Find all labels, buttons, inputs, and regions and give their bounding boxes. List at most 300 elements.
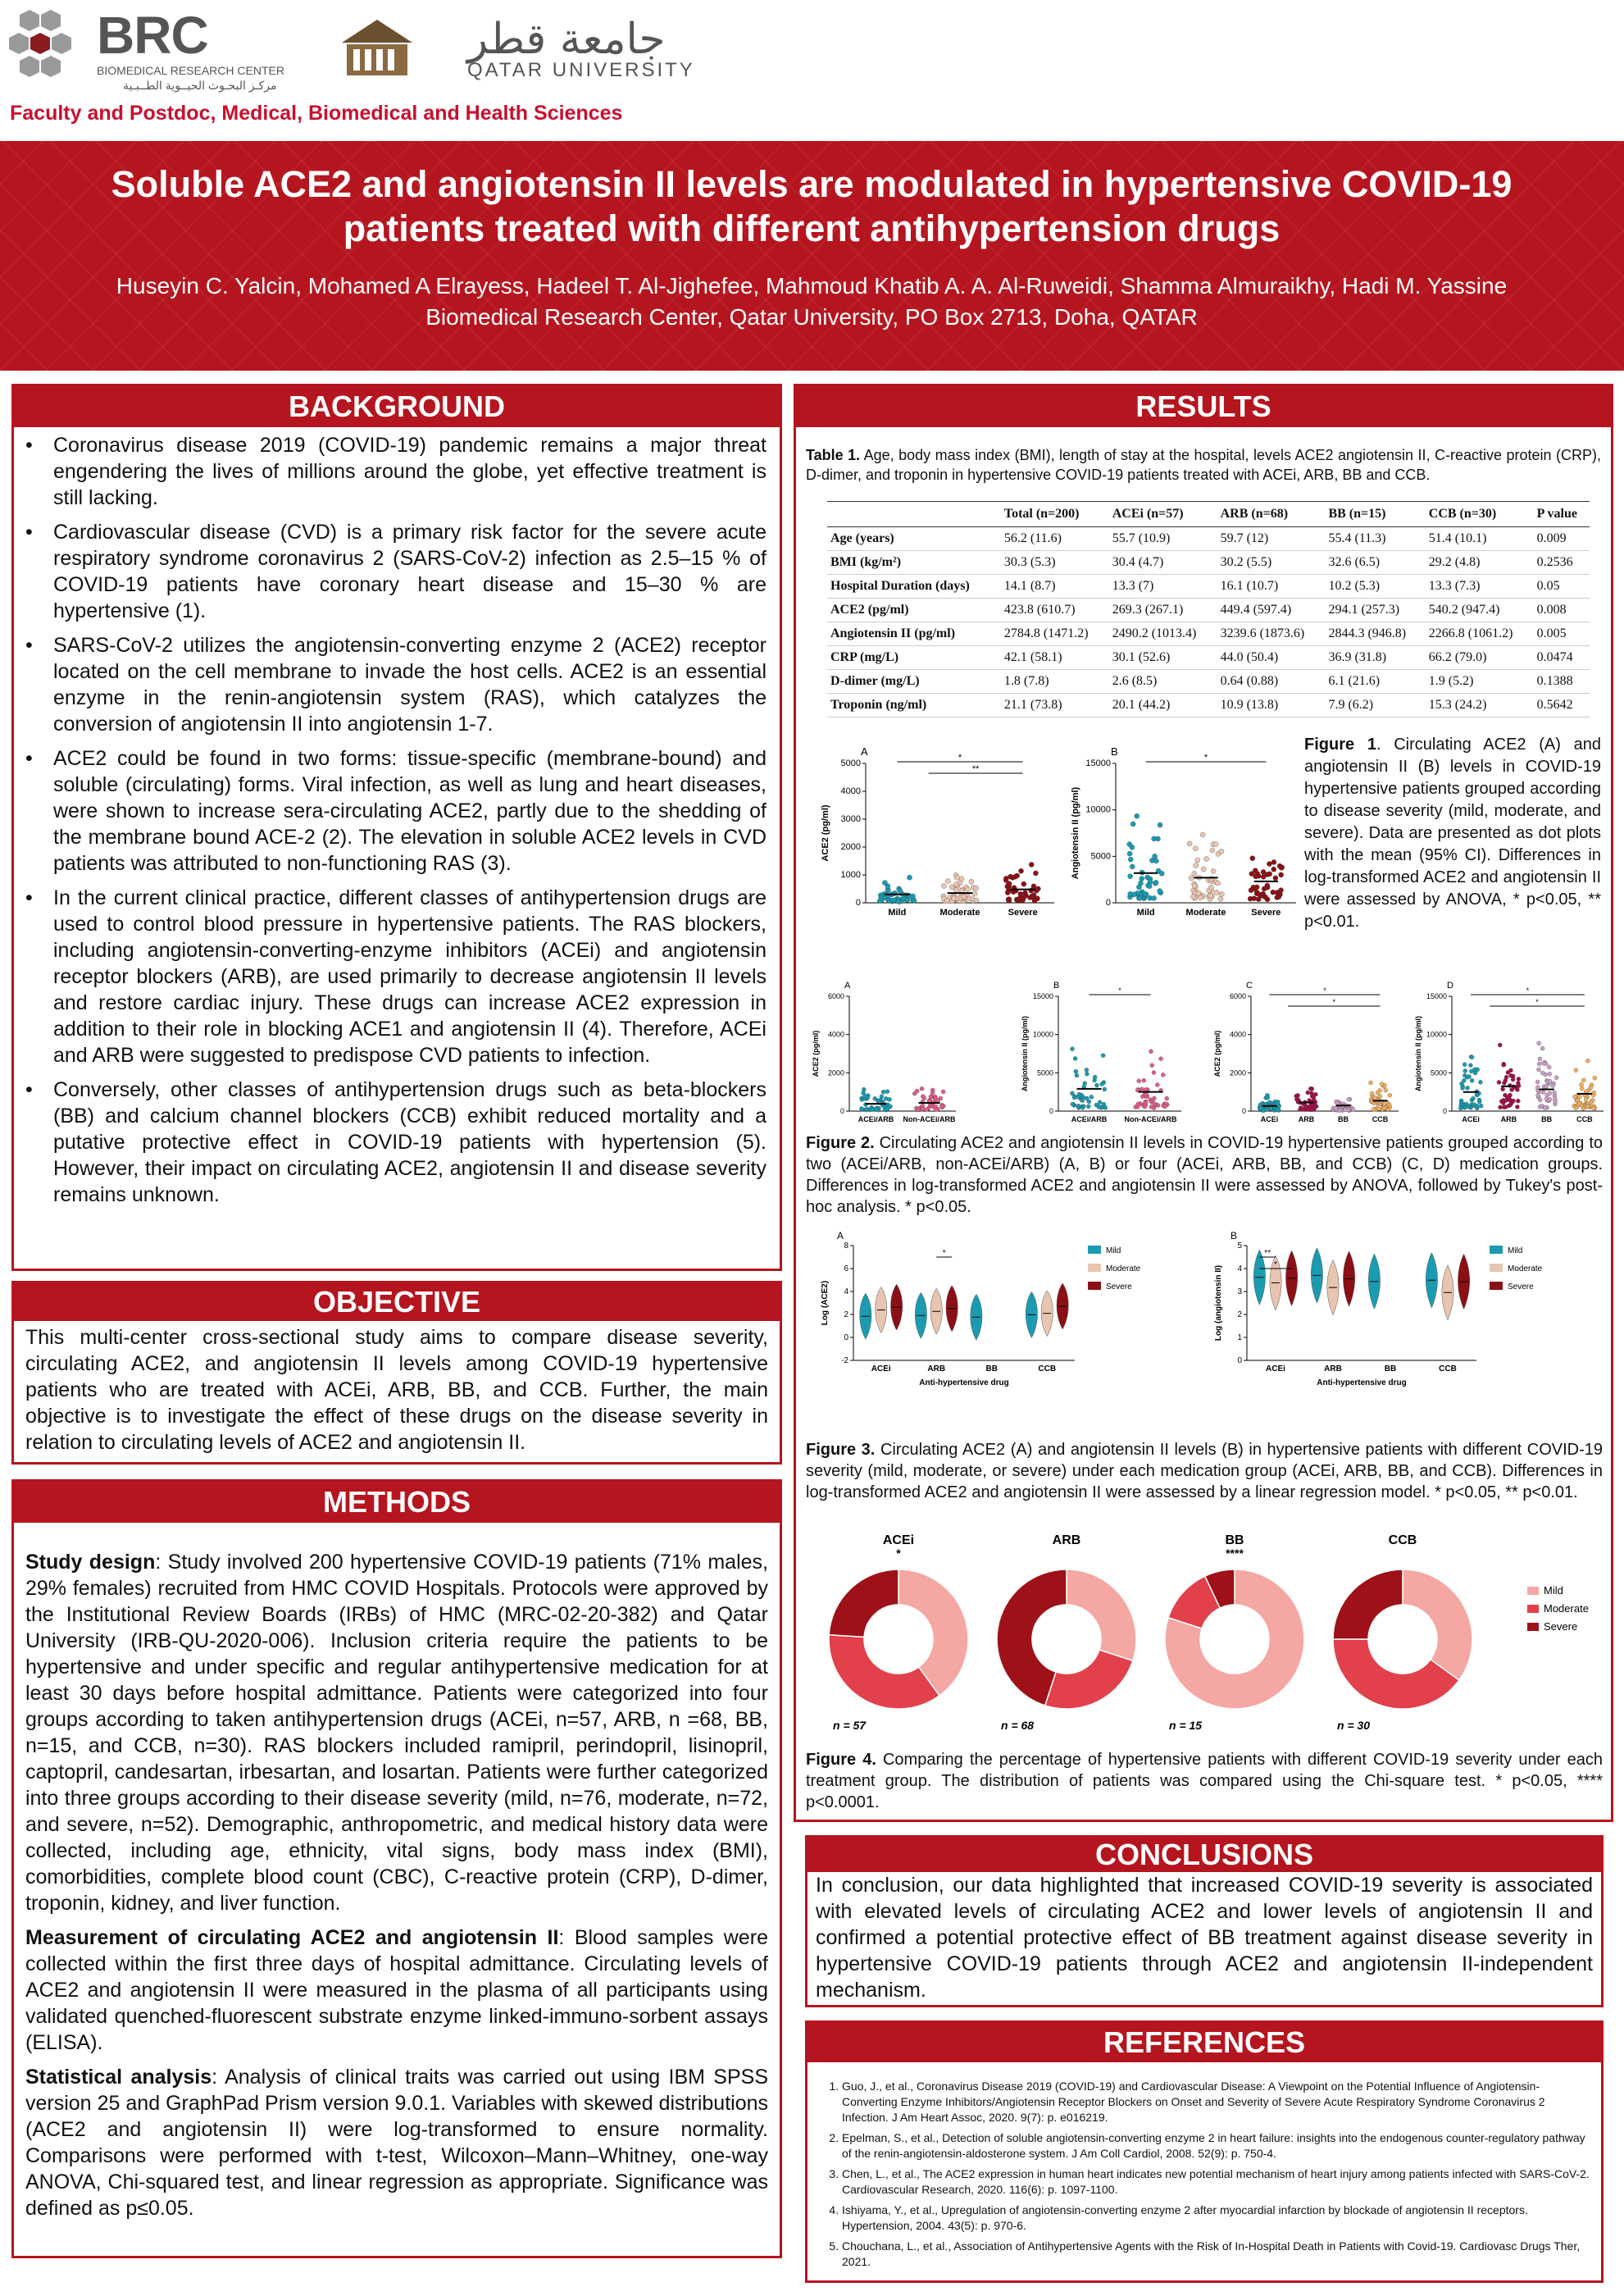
y-tick-label: 0 (1105, 898, 1111, 908)
table1-cell: Troponin (ng/ml) (827, 694, 1001, 718)
data-point (859, 1106, 863, 1110)
table1-cell: 0.64 (0.88) (1217, 670, 1326, 694)
data-point (1592, 1106, 1596, 1110)
table1-header: Total (n=200) (1001, 502, 1109, 527)
y-axis-label: Log (ACE2) (821, 1280, 830, 1326)
pie-significance: * (896, 1547, 901, 1560)
y-tick-label: 8 (844, 1241, 848, 1250)
data-point (1130, 864, 1135, 869)
references-panel (805, 2020, 1604, 2283)
data-point (1262, 895, 1267, 900)
pie-slice (1333, 1569, 1403, 1639)
data-point (1581, 1078, 1585, 1082)
data-point (1029, 862, 1034, 867)
data-point (1131, 892, 1136, 897)
data-point (1021, 882, 1026, 886)
table1 (827, 501, 1590, 718)
data-point (1351, 1108, 1355, 1112)
data-point (1262, 1108, 1266, 1112)
data-point (1463, 1063, 1467, 1067)
table1-cell: 59.7 (12) (1217, 527, 1326, 551)
data-point (896, 899, 901, 904)
data-point (1152, 1071, 1156, 1075)
figure2-caption: Figure 2. Circulating ACE2 and angiotensin II levels in COVID-19 hypertensive patients grouped according to two (ACEi/ARB, non-ACEi/ARB) (A, B) or four (ACEi, ARB, BB, and CCB) (C, D) medication groups. Differences in log-transformed ACE2 and angiotensin II were assessed by ANOVA, followed by Tukey's post-hoc analysis. * p<0.05. (806, 1134, 1603, 1216)
background-bullet: • ACE2 could be found in two forms: tissue-specific (membrane-bound) and soluble (circulating) forms. Viral infection, as well as lung and heart diseases, were shown to increase sera-circulating ACE2, partly due to the shedding of the membrane bound ACE-2 (2). The elevation in soluble ACE2 levels in CVD patients was attributed to non-functioning RAS (3). (14, 745, 767, 877)
table1-cell: 449.4 (597.4) (1217, 599, 1326, 622)
data-point (1577, 1095, 1581, 1099)
data-point (916, 1107, 920, 1111)
y-axis-label: Angiotensin II (pg/ml) (1414, 1016, 1423, 1091)
table1-cell: 2.6 (8.5) (1109, 670, 1217, 694)
legend-swatch (1527, 1587, 1539, 1595)
y-tick-label: 3000 (840, 814, 861, 824)
data-point (1584, 1097, 1588, 1101)
data-point (1070, 1047, 1074, 1051)
table1-row (827, 694, 1590, 718)
data-point (1128, 857, 1133, 862)
data-point (1204, 856, 1209, 861)
table1-cell: 56.2 (11.6) (1001, 527, 1109, 551)
data-point (885, 1090, 889, 1094)
data-point (1201, 867, 1206, 872)
data-point (882, 881, 887, 886)
data-point (1273, 876, 1278, 881)
data-point (882, 1105, 886, 1109)
legend-label: Severe (1544, 1620, 1578, 1633)
x-tick-label: ARB (1324, 1364, 1342, 1374)
data-point (1097, 1105, 1101, 1109)
data-point (1152, 1096, 1156, 1100)
data-point (1150, 1064, 1154, 1068)
y-tick-label: 2000 (840, 842, 861, 852)
data-point (1503, 1099, 1508, 1103)
data-point (1276, 891, 1281, 895)
table1-cell: 29.2 (4.8) (1426, 551, 1534, 575)
x-tick-label: CCB (1439, 1364, 1457, 1374)
table1-cell: 55.7 (10.9) (1109, 527, 1217, 551)
data-point (945, 878, 950, 883)
table1-row (827, 575, 1590, 599)
references-list (807, 2062, 1601, 2270)
data-point (1138, 881, 1143, 886)
significance-marker: * (1332, 998, 1336, 1006)
table1-cell: 30.4 (4.7) (1109, 551, 1217, 575)
data-point (944, 898, 949, 903)
data-point (1153, 1101, 1157, 1105)
data-point (939, 1096, 943, 1100)
table1-caption: Table 1. Age, body mass index (BMI), length of stay at the hospital, levels ACE2 angiotensin II, C-reactive protein (CRP), D-dimer, and troponin in hypertensive COVID-19 patients treated with ACEi, ARB, BB and CCB. (806, 447, 1601, 483)
x-tick-label: ACEi (1462, 1115, 1480, 1123)
table1-cell: 55.4 (11.3) (1325, 527, 1425, 551)
table1-cell: 13.3 (7) (1109, 575, 1217, 599)
data-point (922, 1096, 926, 1100)
table1-cell: 0.05 (1534, 575, 1590, 599)
data-point (1268, 1107, 1272, 1111)
data-point (885, 1107, 889, 1111)
x-tick-label: ACEi (1266, 1364, 1285, 1374)
authors: Huseyin C. Yalcin, Mohamed A Elrayess, Hadeel T. Al-Jighefee, Mahmoud Khatib A. A. Al-Ruweidi, Shamma Almuraikhy, Hadi M. Yassine (116, 273, 1508, 298)
x-tick-label: Severe (1251, 908, 1281, 918)
brc-name: BRC (97, 6, 208, 65)
data-point (925, 1108, 929, 1112)
table1-cell: CRP (mg/L) (827, 646, 1001, 670)
table1-cell: 2490.2 (1013.4) (1109, 622, 1217, 646)
x-tick-label: Moderate (1185, 908, 1226, 918)
background-bullet: • Coronavirus disease 2019 (COVID-19) pandemic remains a major threat engendering the lives of millions around the globe, yet effective treatment is still lacking. (14, 432, 767, 511)
data-point (1127, 841, 1132, 846)
data-point (941, 1090, 945, 1094)
data-point (1589, 1086, 1593, 1090)
x-axis-label: Anti-hypertensive drug (919, 1378, 1009, 1387)
data-point (1075, 1073, 1079, 1077)
qu-english-name: QATAR UNIVERSITY (467, 59, 695, 81)
data-point (1137, 895, 1142, 900)
data-point (1466, 1086, 1470, 1090)
pie-title: ARB (1052, 1534, 1081, 1547)
data-point (1388, 1093, 1392, 1097)
data-point (1384, 1088, 1388, 1092)
data-point (1211, 868, 1216, 873)
data-point (1193, 846, 1198, 851)
data-point (1540, 1046, 1544, 1050)
data-point (1140, 1087, 1144, 1091)
legend-label: Mild (1106, 1246, 1121, 1255)
data-point (1102, 1102, 1106, 1106)
data-point (1577, 1101, 1581, 1105)
data-point (1195, 858, 1200, 863)
significance-marker: * (942, 1249, 946, 1258)
data-point (1149, 1050, 1153, 1054)
data-point (1149, 1105, 1153, 1109)
table1-cell: 6.1 (21.6) (1325, 670, 1425, 694)
data-point (1076, 1095, 1080, 1099)
table1-cell: 16.1 (10.7) (1217, 575, 1326, 599)
table1-cell: 10.2 (5.3) (1325, 575, 1425, 599)
reference-item: 4. Ishiyama, Y., et al., Upregulation of angiotensin-converting enzyme 2 after myocardial infarction by blockade of angiotensin II receptors. Hypertension, 2004. 43(5): p. 970-6. (842, 2203, 1590, 2234)
x-tick-label: ACEi (1260, 1115, 1279, 1123)
figure1-chart (804, 739, 1312, 944)
table1-cell: 0.009 (1534, 527, 1590, 551)
pie-significance: **** (1226, 1547, 1244, 1560)
data-point (1544, 1085, 1549, 1089)
y-tick-label: 4 (844, 1287, 848, 1296)
y-axis-label: ACE2 (pg/ml) (820, 804, 830, 862)
background-bullet: • In the current clinical practice, different classes of antihypertension drugs are used to control blood pressure in hypertensive patients. The RAS blockers, including angiotensin-converting-enzyme inhibitors (ACEi) and angiotensin receptor blockers (ARB), are used primarily to decrease angiotensin II levels and restore cardiac injury. These drugs can increase ACE2 expression in addition to their role in blocking ACE1 and angiotensin II (4). Therefore, ACEi and ARB were suggested to predispose CVD patients to infection. (14, 885, 767, 1068)
legend-swatch (1527, 1605, 1539, 1613)
conclusions-text: In conclusion, our data highlighted that increased COVID-19 severity is associated with elevated levels of circulating ACE2 and lower levels of angiotensin II and confirmed a potential protective effect of BB treatment against disease severity in hypertensive COVID-19 patients through ACE2 and angiotensin II-independent mechanism. (816, 1874, 1593, 2002)
data-point (1076, 1104, 1080, 1108)
table1-cell: Age (years) (827, 527, 1001, 551)
references-heading: REFERENCES (807, 2023, 1601, 2062)
background-panel (11, 384, 782, 1271)
data-point (1071, 1102, 1075, 1106)
data-point (1213, 841, 1218, 846)
x-tick-label: CCB (1576, 1115, 1593, 1123)
figure3-caption: Figure 3. Circulating ACE2 (A) and angiotensin II levels (B) in hypertensive patients with different COVID-19 severity (mild, moderate, or severe) under each medication group (ACEi, ARB, BB, and CCB). Differences in log-transformed ACE2 and angiotensin II were assessed by a linear regression model. * p<0.05, ** p<0.01. (806, 1441, 1603, 1501)
brc-subtitle: BIOMEDICAL RESEARCH CENTER (97, 64, 284, 77)
data-point (1218, 896, 1223, 901)
data-point (1470, 1055, 1474, 1059)
data-point (891, 898, 896, 903)
panel-letter: B (1111, 745, 1118, 758)
y-tick-label: 1000 (840, 870, 861, 880)
data-point (1504, 1075, 1508, 1079)
data-point (1089, 1095, 1094, 1099)
panel-letter: C (1246, 981, 1253, 991)
data-point (1347, 1097, 1351, 1101)
data-point (1098, 1100, 1102, 1105)
data-point (974, 886, 979, 891)
data-point (1194, 863, 1199, 868)
data-point (1265, 885, 1270, 890)
data-point (1137, 1079, 1141, 1083)
table1-header: CCB (n=30) (1426, 502, 1534, 527)
legend-label: Severe (1106, 1282, 1132, 1292)
statistics-paragraph: Statistical analysis: Analysis of clinical traits was carried out using IBM SPSS version 25 and GraphPad Prism version 9.0.1. Variables with skewed distributions (ACE2 and angiotensin II) were log-transformed to ensure normality. Comparisons were performed with t-test, Wilcoxon–Mann–Whitney, one-way ANOVA, Chi-squared test, and linear regression as appropriate. Significance was defined as p≤0.05. (25, 2066, 769, 2220)
y-tick-label: 5000 (1430, 1068, 1447, 1077)
data-point (1187, 841, 1192, 846)
table1-cell: 32.6 (6.5) (1325, 551, 1425, 575)
data-point (1511, 1074, 1515, 1078)
significance-marker: ** (971, 764, 980, 774)
table1-row (827, 551, 1590, 575)
data-point (1015, 873, 1020, 878)
significance-marker: * (1526, 986, 1530, 995)
data-point (1152, 836, 1157, 841)
x-tick-label: ARB (1500, 1115, 1517, 1123)
x-tick-label: Mild (1136, 908, 1155, 918)
data-point (953, 887, 958, 892)
table1-cell: 30.3 (5.3) (1001, 551, 1109, 575)
data-point (1093, 1075, 1097, 1079)
table1-cell: 36.9 (31.8) (1325, 646, 1425, 670)
data-point (1017, 896, 1021, 901)
data-point (1310, 1086, 1314, 1091)
significance-marker: * (958, 753, 962, 763)
data-point (1344, 1108, 1348, 1112)
poster-title: Soluble ACE2 and angiotensin II levels are modulated in hypertensive COVID-19 patients treated with different antihypertension drugs (111, 163, 1513, 249)
reference-item: 1. Guo, J., et al., Coronavirus Disease 2019 (COVID-19) and Cardiovascular Disease: A Viewpoint on the Potential Influence of Angiotensin-Converting Enzyme Inhibitors/Angiotensin Receptor Blockers on Onset and Severity of Severe Acute Respiratory Syndrome Coronavirus 2 Infection. J Am Heart Assoc, 2020. 9(7): p. e016219. (842, 2079, 1590, 2125)
data-point (877, 899, 882, 904)
table1-cell: 423.8 (610.7) (1001, 599, 1109, 622)
y-tick-label: 15000 (1085, 758, 1111, 768)
table1-cell: 42.1 (58.1) (1001, 646, 1109, 670)
data-point (1271, 859, 1276, 864)
y-tick-label: 15000 (1426, 992, 1447, 1000)
data-point (954, 882, 959, 886)
data-point (1387, 1103, 1391, 1107)
data-point (1190, 895, 1195, 900)
x-tick-label: BB (985, 1364, 998, 1374)
data-point (1499, 1105, 1503, 1109)
table1-cell: 540.2 (947.4) (1426, 599, 1534, 622)
background-heading: BACKGROUND (14, 386, 780, 427)
y-tick-label: 4000 (1229, 1030, 1246, 1039)
data-point (934, 1108, 938, 1112)
data-point (1070, 1091, 1074, 1096)
data-point (1136, 1102, 1140, 1106)
data-point (1250, 856, 1255, 861)
background-list (14, 427, 780, 1208)
data-point (1580, 1086, 1584, 1091)
data-point (1477, 1100, 1481, 1104)
data-point (1135, 813, 1140, 818)
figure2-chart (804, 980, 1608, 1136)
x-tick-label: ARB (1298, 1115, 1315, 1123)
data-point (1517, 1077, 1521, 1081)
y-tick-label: 0 (839, 1107, 844, 1115)
data-point (1192, 871, 1197, 876)
data-point (939, 1105, 944, 1109)
data-point (965, 886, 970, 891)
table1-cell: 3239.6 (1873.6) (1217, 622, 1326, 646)
data-point (921, 1107, 925, 1111)
table1-cell: Hospital Duration (days) (827, 575, 1001, 599)
data-point (1574, 1106, 1578, 1110)
data-point (1553, 1091, 1557, 1095)
data-point (1127, 851, 1132, 856)
y-tick-label: 0 (1237, 1356, 1242, 1365)
data-point (1376, 1091, 1380, 1095)
data-point (1192, 883, 1197, 888)
data-point (1143, 891, 1148, 896)
x-tick-label: Mild (888, 908, 907, 918)
y-tick-label: 6000 (1229, 992, 1246, 1000)
y-tick-label: 2 (1237, 1310, 1242, 1319)
data-point (1334, 1106, 1338, 1110)
x-tick-label: BB (1541, 1115, 1553, 1123)
pie-slice (829, 1635, 939, 1709)
data-point (1551, 1083, 1555, 1087)
data-point (1548, 1072, 1552, 1076)
x-tick-label: ACEi (871, 1364, 891, 1374)
data-point (1541, 1090, 1545, 1094)
data-point (1589, 1100, 1593, 1105)
data-point (951, 895, 956, 900)
data-point (1210, 848, 1215, 853)
table1-header: P value (1534, 502, 1590, 527)
background-bullet: • SARS-CoV-2 utilizes the angiotensin-converting enzyme 2 (ACE2) receptor located on the cell membrane to invade the host cells. ACE2 is an essential enzyme in the renin-angiotensin system (RAS), which catalyzes the conversion of angiotensin II into angiotensin 1-7. (14, 632, 767, 737)
figure4-caption: Figure 4. Comparing the percentage of hypertensive patients with different COVID-19 severity under each treatment group. The distribution of patients was compared using the Chi-square test. * p<0.05, **** p<0.0001. (806, 1751, 1603, 1811)
data-point (1461, 1086, 1465, 1090)
data-point (1219, 891, 1224, 896)
data-point (1208, 893, 1213, 898)
table1-header: ARB (n=68) (1217, 502, 1326, 527)
data-point (1085, 1068, 1089, 1072)
table1-cell: BMI (kg/m²) (827, 551, 1001, 575)
panel-letter: A (861, 745, 868, 758)
data-point (898, 888, 903, 893)
data-point (1574, 1068, 1578, 1073)
data-point (1161, 1073, 1165, 1077)
data-point (1508, 1068, 1513, 1073)
data-point (1468, 1064, 1472, 1068)
data-point (1130, 822, 1135, 827)
data-point (1087, 1100, 1091, 1104)
table1-cell: 30.2 (5.5) (1217, 551, 1326, 575)
data-point (1535, 1080, 1540, 1084)
data-point (954, 875, 959, 880)
data-point (1143, 1105, 1147, 1109)
measurement-paragraph: Measurement of circulating ACE2 and angiotensin II: Blood samples were collected within the first three days of hospital admittance. Circulating levels of ACE2 and angiotensin II were measured in the plasma of all participants using validated quenched-fluorescent substrate enzyme linked-immuno-sorbent assays (ELISA). (25, 1926, 768, 2054)
objective-panel (11, 1281, 782, 1465)
data-point (1585, 1059, 1590, 1063)
qatar-university-emblem-icon (340, 18, 414, 77)
y-tick-label: 5000 (840, 758, 861, 768)
table1-cell: 269.3 (267.1) (1109, 599, 1217, 622)
x-tick-label: CCB (1038, 1364, 1057, 1374)
data-point (1553, 1097, 1557, 1101)
data-point (1467, 1105, 1471, 1109)
y-tick-label: 15000 (1032, 992, 1053, 1000)
data-point (1378, 1094, 1382, 1098)
table1-cell: 51.4 (10.1) (1426, 527, 1534, 551)
qu-arabic-name: جامعة قطر (467, 15, 666, 64)
data-point (1508, 1103, 1513, 1107)
figure1-caption: Figure 1. Circulating ACE2 (A) and angiotensin II (B) levels in COVID-19 hypertensive patients grouped according to disease severity (mild, moderate, and severe). Data are presented as dot plots with the mean (95% CI). Differences in log-transformed ACE2 and angiotensin II were assessed by ANOVA, * p<0.05, ** p<0.01. (1304, 736, 1602, 931)
x-tick-label: Non-ACEi/ARB (903, 1115, 956, 1123)
data-point (1271, 867, 1276, 872)
table1-header: BB (n=15) (1325, 502, 1425, 527)
data-point (881, 1090, 885, 1094)
pie-slice (1403, 1569, 1472, 1680)
data-point (1159, 871, 1164, 876)
data-point (1538, 1057, 1542, 1061)
results-heading: RESULTS (796, 386, 1611, 427)
y-tick-label: 10000 (1032, 1030, 1053, 1039)
table1-cell: 20.1 (44.2) (1109, 694, 1217, 718)
legend-label: Mild (1508, 1246, 1523, 1255)
objective-heading: OBJECTIVE (14, 1283, 780, 1321)
data-point (1266, 1096, 1270, 1100)
data-point (1200, 832, 1205, 837)
results-panel (794, 384, 1613, 1822)
data-point (1471, 1096, 1475, 1100)
y-tick-label: -2 (841, 1356, 848, 1365)
data-point (1252, 896, 1257, 901)
data-point (949, 885, 954, 890)
significance-marker: * (1203, 753, 1208, 763)
data-point (1279, 865, 1284, 870)
pie-title: ACEi (882, 1534, 915, 1547)
data-point (1516, 1099, 1520, 1103)
data-point (1032, 898, 1037, 903)
y-axis-label: ACE2 (pg/ml) (1213, 1030, 1222, 1077)
data-point (1537, 1062, 1541, 1066)
table1-cell: 0.1388 (1534, 670, 1590, 694)
data-point (1101, 1054, 1105, 1058)
panel-letter: D (1447, 981, 1453, 991)
y-tick-label: 2000 (827, 1068, 844, 1077)
y-tick-label: 0 (844, 1333, 848, 1342)
y-tick-label: 1 (1237, 1333, 1242, 1342)
data-point (888, 1097, 892, 1101)
data-point (1251, 885, 1256, 890)
table1-cell: 66.2 (79.0) (1426, 646, 1534, 670)
objective-text: This multi-center cross-sectional study aims to compare disease severity, circulating ACE2, and angiotensin II levels among COVID-19 hypertensive patients who are treated with ACEi, ARB, BB, and CCB. Further, the main objective is to investigate the effect of these drugs on the disease severity in relation to circulating levels of ACE2 and angiotensin II. (25, 1326, 768, 1454)
pie-slice (1045, 1650, 1133, 1709)
y-tick-label: 3 (1237, 1287, 1242, 1296)
x-tick-label: ARB (927, 1364, 946, 1374)
table1-cell: 1.8 (7.8) (1001, 670, 1109, 694)
data-point (1159, 1057, 1163, 1061)
legend-label: Moderate (1544, 1602, 1589, 1615)
table1-cell: 44.0 (50.4) (1217, 646, 1326, 670)
y-tick-label: 5000 (1090, 851, 1111, 862)
y-tick-label: 4000 (840, 786, 861, 796)
table1-row (827, 599, 1590, 622)
data-point (1544, 1097, 1549, 1101)
